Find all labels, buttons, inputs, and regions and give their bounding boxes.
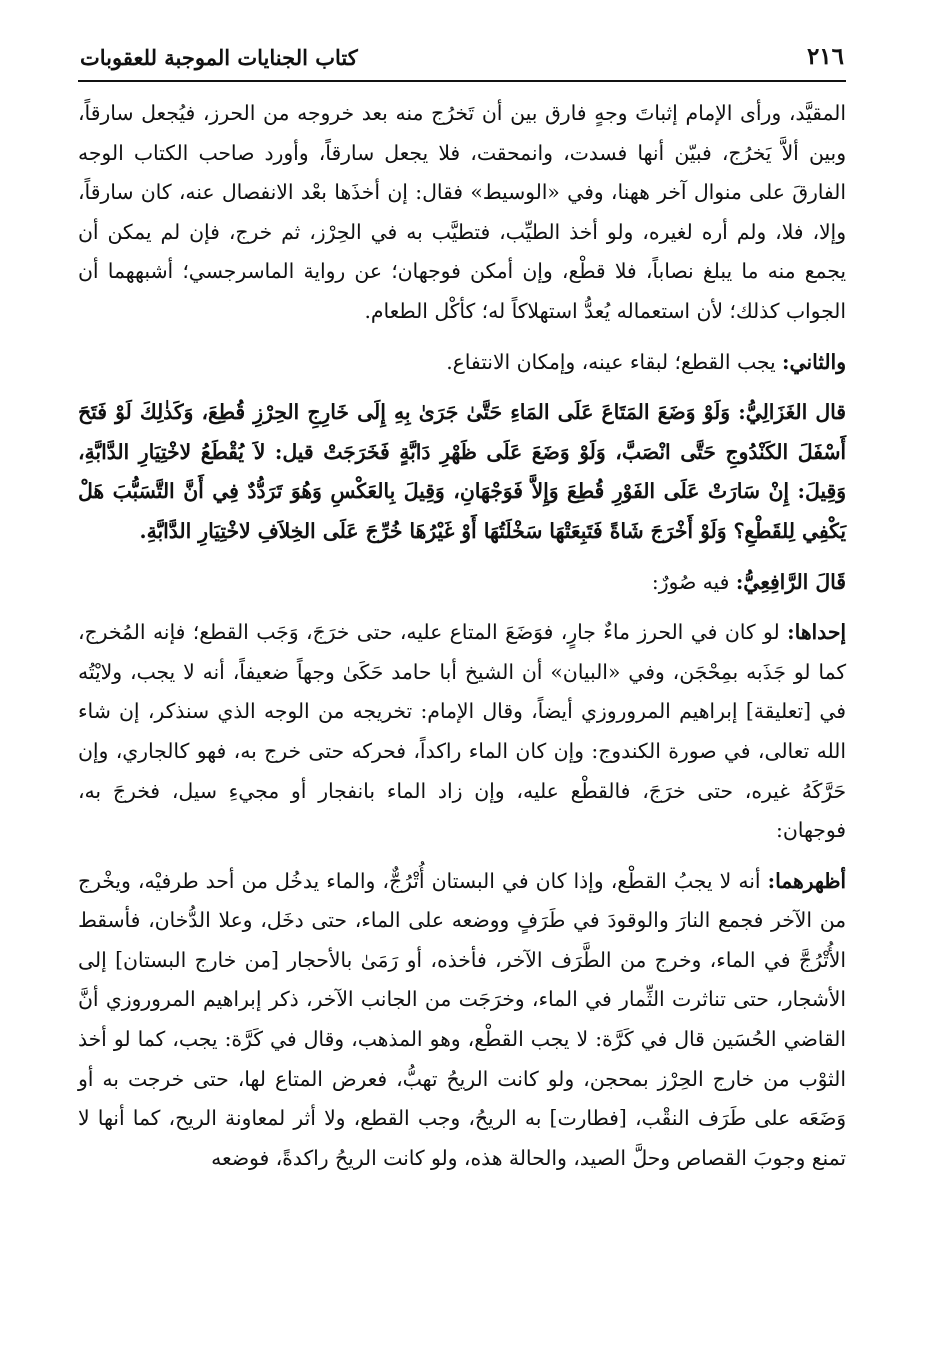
paragraph-6-lead: أظهرهما: — [767, 868, 846, 893]
paragraph-2-text: يجب القطع؛ لبقاء عينه، وإمكان الانتفاع. — [446, 349, 783, 374]
body-text — [78, 94, 846, 1178]
paragraph-4-lead: قَالَ الرَّافِعِيُّ: — [735, 569, 846, 594]
paragraph-2-lead: والثاني: — [782, 349, 846, 374]
page-header — [78, 38, 846, 70]
paragraph-4 — [78, 563, 846, 603]
paragraph-3-ghazali: قال الغَزَالِيُّ: وَلَوْ وَضَعَ المَتَاعَ عَلَى المَاءِ حَتَّىٰ جَرَىٰ بِهِ إِلَى خَارِجِ الحِرْزِ قُطِعَ، وَكَذٰلِكَ لَوْ فَتَحَ أَسْفَلَ الكَنْدُوجِ حَتَّى انْصَبَّ، وَلَوْ وَضَعَ عَلَى ظَهْرِ دَابَّةٍ فَخَرَجَتْ قيل: لاَ يُقْطَعُ لاخْتِيَارِ الدَّابَّةِ، وَقِيلَ: إِنْ سَارَتْ عَلَى الفَوْرِ قُطِعَ وَإِلاَّ فَوَجْهَانِ، وَقِيلَ بِالعَكْسِ وَهُوَ تَرَدُّدٌ فِي أَنَّ التَّسَبُّبَ هَلْ يَكْفِي لِلقَطْعِ؟ وَلَوْ أَخْرَجَ شَاةً فَتَبِعَتْهَا سَخْلَتُهَا أَوْ غَيْرُهَا خُرِّجَ عَلَى الخِلاَفِ لاخْتِيَارِ الدَّابَّةِ. — [78, 400, 846, 543]
document-page — [78, 38, 846, 1178]
paragraph-4-text: فيه صُورٌ: — [651, 569, 736, 594]
paragraph-2 — [78, 343, 846, 383]
page-number: ٢١٦ — [806, 43, 844, 70]
paragraph-5 — [78, 613, 846, 851]
running-title: كتاب الجنايات الموجبة للعقوبات — [80, 45, 358, 70]
paragraph-5-lead: إحداها: — [787, 620, 846, 645]
paragraph-6 — [78, 862, 846, 1179]
paragraph-6-text: أنه لا يجبُ القطْع، وإذا كان في البستان أُتْرُجٌّ، والماء يدخُل من أحد طرفيْه، ويخْرج من الآخر فجمع النارَ والوقودَ في طَرَفٍ ووضعه على الماء، حتى دخَل، وعلا الدُّخان، فأسقط الأُتْرُجَّ في الماء، وخرج من الطَّرَف الآخر، فأخذه، أو رَمَىٰ بالأحجار [من خارج البستان] إلى الأشجار، حتى تناثرت الثِّمار في الماء، وخرَجَت من الجانب الآخر، ذكر إبراهيم المروروزي أنَّ القاضي الحُسَين قال في كَرَّة: لا يجب القطْع، وهو المذهب، وقال في كَرَّة: يجب، كما لو أخذ الثوْب من خارج الحِرْز بمحجن، ولو كانت الريحُ تهبُّ، فعرض المتاع لها، حتى خرجت به أو وَضَعَه على طَرَف النقْب، [فطارت] به الريحُ، وجب القطع، ولا أثر لمعاونة الريح، كما أنها لا تمنع وجوبَ القصاص وحلَّ الصيد، والحالة هذه، ولو كانت الريحُ راكدةً، فوضعه — [78, 868, 846, 1170]
paragraph-5-text: لو كان في الحرز ماءٌ جارٍ، فوَضَعَ المتاع عليه، حتى خرَجَ، وَجَب القطع؛ فإنه المُخرج، كما لو جَذَبه بمِحْجَن، وفي «البيان» أن الشيخ أبا حامد حَكَىٰ وجهاً ضعيفاً، أنه لا يجب، ولايْتُه في [تعليقة] إبراهيم المروروزي أيضاً، وقال الإمام: تخريجه من الوجه الذي سنذكر، إن شاء الله تعالى، في صورة الكندوج: وإن كان الماء راكداً، فحركه حتى خرج به، فهو كالجاري، وإن حَرَّكَهُ غيره، حتى خرَجَ، فالقطْع عليه، وإن زاد الماء بانفجار أو مجيءِ سيل، فخرجَ به، فوجهان: — [78, 620, 846, 843]
header-rule — [78, 80, 846, 82]
paragraph-1: المقيَّد، ورأى الإمام إثباتَ وجهٍ فارق بين أن تَخرُج منه بعد خروجه من الحرز، فيُجعل سارقاً، وبين ألاَّ يَخرُج، فبيّن أنها فسدت، وانمحقت، فلا يجعل سارقاً، وأورد صاحب الكتاب الوجه الفارقَ على منوال آخر ههنا، وفي «الوسيط» فقال: إن أخذَها بعْد الانفصال عنه، كان سارقاً، وإلا، فلا، ولم أره لغيره، ولو أخذ الطيِّب، فتطيَّب به في الحِرْز، ثم خرج، فإن لم يمكن أن يجمع منه ما يبلغ نصاباً، فلا قطْع، وإن أمكن فوجهان؛ عن رواية الماسرجسي؛ أشبههما أن الجواب كذلك؛ لأن استعماله يُعدُّ استهلاكاً له؛ كأكْل الطعام. — [78, 101, 846, 323]
